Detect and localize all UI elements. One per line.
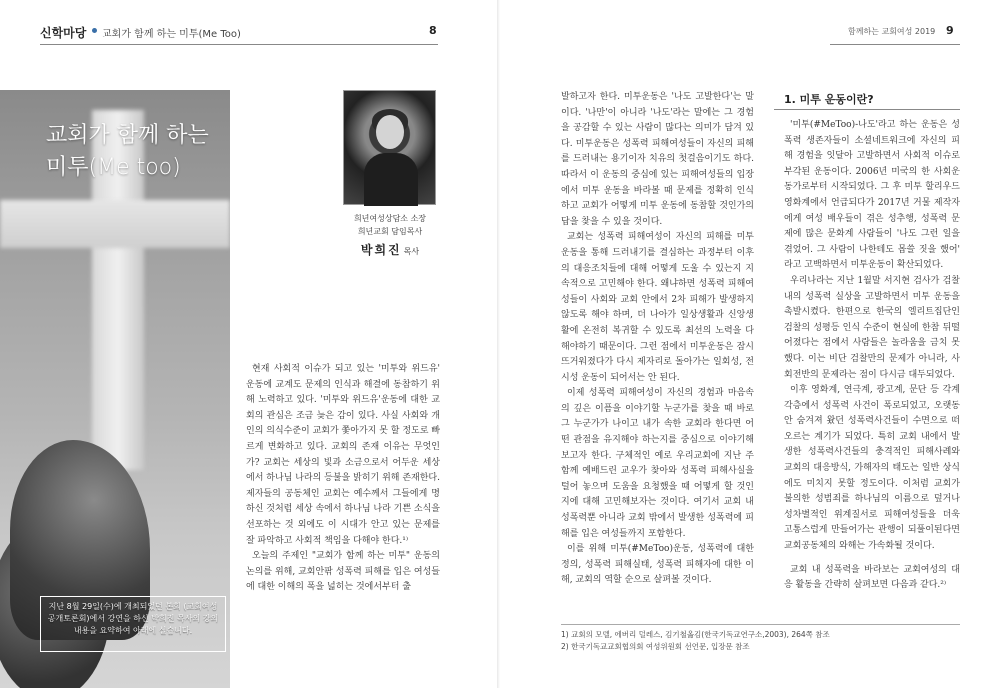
page-number-left: 8 [429, 24, 437, 37]
section-heading [784, 91, 960, 107]
paragraph: 이후 영화계, 연극계, 광고계, 문단 등 각계 각층에서 성폭력 사건이 폭로되었고, 오랫동안 숨겨져 왔던 성폭력사건들이 수면으로 떠오르는 계기가 되었다. 특히 교회 내에서 발생한 성폭력사건들의 충격적인 피해사례와 교회의 대응방식, 가해자의 태도는 일반 상식에도 미치지 못할 정도이다. 이처럼 교회가 불의한 성범죄를 하나님의 이름으로 덮거나 성차별적인 위계질서로 피해여성들을 더욱 고통스럽게 만들어가는 관행이 되풀이된다면 교회공동체의 와해는 가속화될 것이다. [784, 385, 960, 552]
paragraph: 교회는 성폭력 피해여성이 자신의 피해를 미투운동을 통해 드러내기를 결심하는 과정부터 이후의 대응조치들에 대해 어떻게 도울 수 있는지 지속적으로 고민해야 한다. 왜냐하면 성폭력 피해여성들이 사회와 교회 안에서 2차 피해가 발생하지 않도록 해야 하며, 더 나아가 일상생활과 신앙생활에 온전히 복귀할 수 있도록 최선의 노력을 다해야하기 때문이다. 그런 점에서 미투운동은 잠시 뜨거워졌다가 다시 제자리로 돌아가는 일회성, 전시성 운동이 되어서는 안 된다. [561, 232, 754, 383]
paragraph: 교회 내 성폭력을 바라보는 교회여성의 대응 활동을 간략히 살펴보면 다음과 같다.²⁾ [784, 564, 960, 591]
section-heading-rule [774, 109, 960, 110]
author-name-text: 박희진 [360, 243, 402, 257]
hero-caption: 지난 8월 29일(수)에 개최되었던 본회 (교회여성공개토론회)에서 강연을 하신 박희진 목사의 강의 내용을 요약하여 아래에 실습니다. [40, 596, 226, 652]
hero-title-line1: 교회가 함께 하는 [46, 123, 209, 148]
hero-title-line2: 미투(Me too) [46, 155, 181, 180]
author-rank: 목사 [403, 247, 420, 256]
left-running-header [40, 22, 440, 46]
paragraph: 오늘의 주제인 "교회가 함께 하는 미투" 운동의 논의를 위해, 교회안팎 성폭력 피해를 입은 여성들에 대한 이해의 폭을 넓히는 것에서부터 출 [246, 551, 440, 593]
section-title: 신학마당 [40, 26, 87, 40]
header-rule [830, 44, 960, 45]
paragraph: 현재 사회적 이슈가 되고 있는 '미투와 위드유' 운동에 교계도 문제의 인식과 해결에 동참하기 위해 노력하고 있다. '미투와 위드유'운동에 대한 교회의 관심은 조금 늦은 감이 있다. 사실 사회와 개인의 의식수준이 교회가 쫓아가지 못 할 정도로 빠르게 변화하고 있다. 교회의 존재 이유는 무엇인가? 교회는 세상의 빛과 소금으로서 어두운 세상에서 하나님 나라의 등불을 밝히기 위해 존재한다. 제자들의 공동체인 교회는 예수께서 그들에게 명하신 것처럼 세상 속에서 하나님 나라 기쁜 소식을 선포하는 것 외에도 이 시대가 안고 있는 문제를 잘 파악하고 사회적 책임을 다해야 한다.¹⁾ [246, 364, 440, 546]
bullet-dot-icon [92, 28, 97, 33]
paragraph: '미투(#MeToo)-나도'라고 하는 운동은 성폭력 생존자들이 소셜네트워크에 자신의 피해 경험을 잇달아 고발하면서 사회적 이슈로 부각된 운동이다. 2006년 미국의 한 사회운동가로부터 시작되었다. 그 후 미투 할리우드 영화계에서 언급되다가 2017년 거물 제작자에게 여성 배우들이 겪은 성추행, 성폭력 문제에 많은 문화계 사람들이 '나도 그런 일을 겪었어. 그 사람이 나한테도 몹쓸 짓을 했어' 라고 고백하면서 미투운동이 확산되었다. [784, 120, 960, 271]
paragraph: 이를 위해 미투(#MeToo)운동, 성폭력에 대한 정의, 성폭력 피해실태, 성폭력 피해자에 대한 이해, 교회의 역할 순으로 살펴볼 것이다. [561, 544, 754, 586]
section-heading-text: 1. 미투 운동이란? [784, 93, 874, 106]
footnote-rule [561, 624, 960, 625]
body-column-3 [784, 118, 960, 594]
cross-horizontal-beam [0, 200, 230, 248]
magazine-title: 함께하는 교회여성 2019 [848, 27, 936, 36]
body-column-1 [246, 362, 440, 596]
author-photo-face [376, 115, 404, 149]
hero-cross-image [0, 90, 230, 688]
author-affiliation-2: 희년교회 담임목사 [357, 227, 423, 236]
author-photo-body [364, 153, 418, 206]
footnote-1: 1) 교회의 모델, 에버리 덜레스, 김기철옮김(한국기독교연구소,2003), 264쪽 참조 [561, 630, 830, 639]
paragraph: 이제 성폭력 피해여성이 자신의 경험과 마음속의 깊은 이픔을 이야기할 누군가를 찾을 때 바로 그 누군가가 나이고 내가 속한 교회라 한다면 어떤 관점을 유지해야 하는지를 중심으로 이야기해보고자 한다. 구체적인 예로 우리교회에 지난 주 함께 예배드린 교우가 찾아와 성폭력 피해사실을 털어 놓으며 도움을 요청했을 때 어떻게 할 것인지에 대해 고민해보자는 것이다. 여기서 교회 내 성폭력뿐 아니라 교회 밖에서 발생한 성폭력에 피해를 입은 여성들까지 포함한다. [561, 388, 754, 539]
page-number-right: 9 [946, 24, 954, 37]
header-rule [40, 44, 438, 45]
paragraph: 우리나라는 지난 1월말 서지현 검사가 검찰 내의 성폭력 실상을 고발하면서 미투 운동을 촉발시켰다. 한편으로 한국의 엘리트집단인 검찰의 성평등 인식 수준이 현실에 한참 뒤떨어졌다는 점에서 사람들은 놀라움을 금치 못했다. 이는 비단 검찰만의 문제가 아니라, 사회전반의 문제라는 점이 다시금 대두되었다. [784, 275, 960, 380]
author-name [330, 241, 450, 258]
hero-title [46, 120, 209, 184]
right-running-header [830, 22, 970, 46]
author-photo [343, 90, 436, 205]
body-column-2 [561, 90, 754, 589]
author-affiliation-1: 희년여성상담소 소장 [353, 214, 427, 223]
paragraph: 발하고자 한다. 미투운동은 '나도 고발한다'는 말이다. '나만'이 아니라 '나도'라는 말에는 그 경험을 공감할 수 있는 사람이 많다는 의미가 담겨 있다. 미투운동은 성폭력 피해여성들이 자신의 피해를 드러내는 용기이자 치유의 첫걸음이기도 하다. 따라서 이 운동의 중심에 있는 피해여성들의 입장에서 미투 운동을 바라볼 때 문제를 정확히 인식하고 교회가 어떻게 미투 운동에 동참할 것인가의 답을 찾을 수 있을 것이다. [561, 92, 754, 227]
footnote-2: 2) 한국기독교교회협의회 여성위원회 선언문, 입장문 참조 [561, 642, 750, 651]
article-title-header: 교회가 함께 하는 미투(Me Too) [102, 29, 241, 40]
